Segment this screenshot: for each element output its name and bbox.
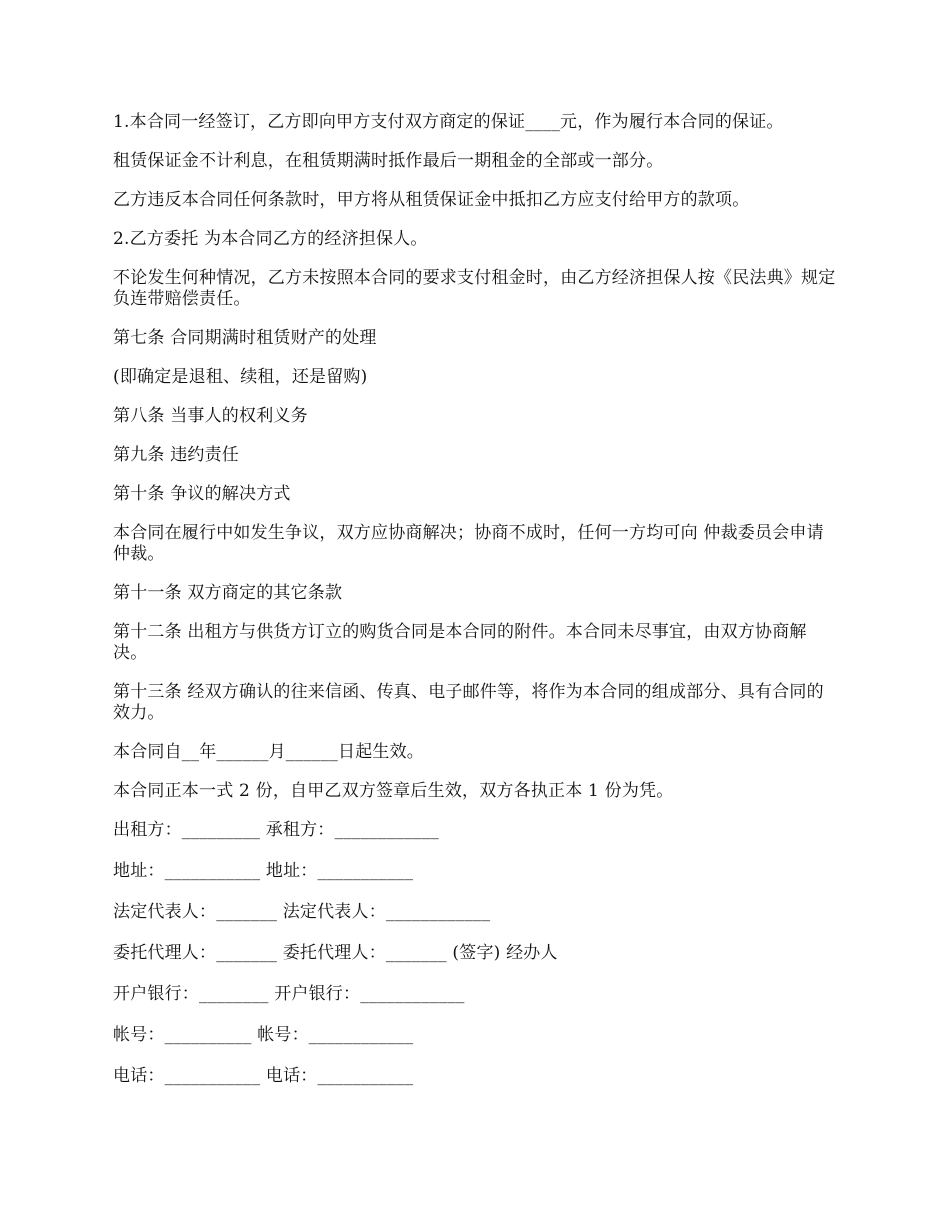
article-7-heading: 第七条 合同期满时租赁财产的处理 — [113, 328, 377, 348]
article-9-heading: 第九条 违约责任 — [113, 445, 240, 465]
signature-line-bank: 开户银行：________ 开户银行：____________ — [113, 984, 465, 1004]
signature-line-legal-rep: 法定代表人：_______ 法定代表人：____________ — [113, 902, 491, 922]
signature-line-address: 地址：___________ 地址：___________ — [113, 861, 414, 881]
guarantor-liability-clause: 不论发生何种情况，乙方未按照本合同的要求支付租金时，由乙方经济担保人按《民法典》规定负连带赔偿责任。 — [113, 268, 836, 309]
article-12-clause: 第十二条 出租方与供货方订立的购货合同是本合同的附件。本合同未尽事宜，由双方协商解决。 — [113, 622, 807, 663]
deposit-deduction-clause: 乙方违反本合同任何条款时，甲方将从租赁保证金中抵扣乙方应支付给甲方的款项。 — [113, 190, 750, 210]
effective-date-line: 本合同自__年______月______日起生效。 — [113, 742, 424, 762]
copies-clause: 本合同正本一式 2 份，自甲乙双方签章后生效，双方各执正本 1 份为凭。 — [113, 781, 674, 801]
document-body — [113, 112, 838, 1107]
deposit-clause: 1.本合同一经签订，乙方即向甲方支付双方商定的保证____元，作为履行本合同的保证。 — [113, 112, 784, 132]
deposit-interest-clause: 租赁保证金不计利息，在租赁期满时抵作最后一期租金的全部或一部分。 — [113, 151, 664, 171]
signature-line-agent: 委托代理人：_______ 委托代理人：_______ (签字) 经办人 — [113, 943, 558, 963]
article-10-heading: 第十条 争议的解决方式 — [113, 484, 291, 504]
guarantor-clause: 2.乙方委托 为本合同乙方的经济担保人。 — [113, 229, 428, 249]
article-7-note: (即确定是退租、续租，还是留购) — [113, 367, 368, 387]
article-8-heading: 第八条 当事人的权利义务 — [113, 406, 308, 426]
signature-line-phone: 电话：___________ 电话：___________ — [113, 1066, 414, 1086]
signature-line-parties: 出租方：_________ 承租方：____________ — [113, 820, 439, 840]
article-11-heading: 第十一条 双方商定的其它条款 — [113, 583, 343, 603]
signature-line-account: 帐号：__________ 帐号：____________ — [113, 1025, 414, 1045]
article-13-clause: 第十三条 经双方确认的往来信函、传真、电子邮件等，将作为本合同的组成部分、具有合同的效力。 — [113, 682, 824, 723]
dispute-resolution-clause: 本合同在履行中如发生争议，双方应协商解决；协商不成时，任何一方均可向 仲裁委员会申请仲裁。 — [113, 523, 824, 564]
